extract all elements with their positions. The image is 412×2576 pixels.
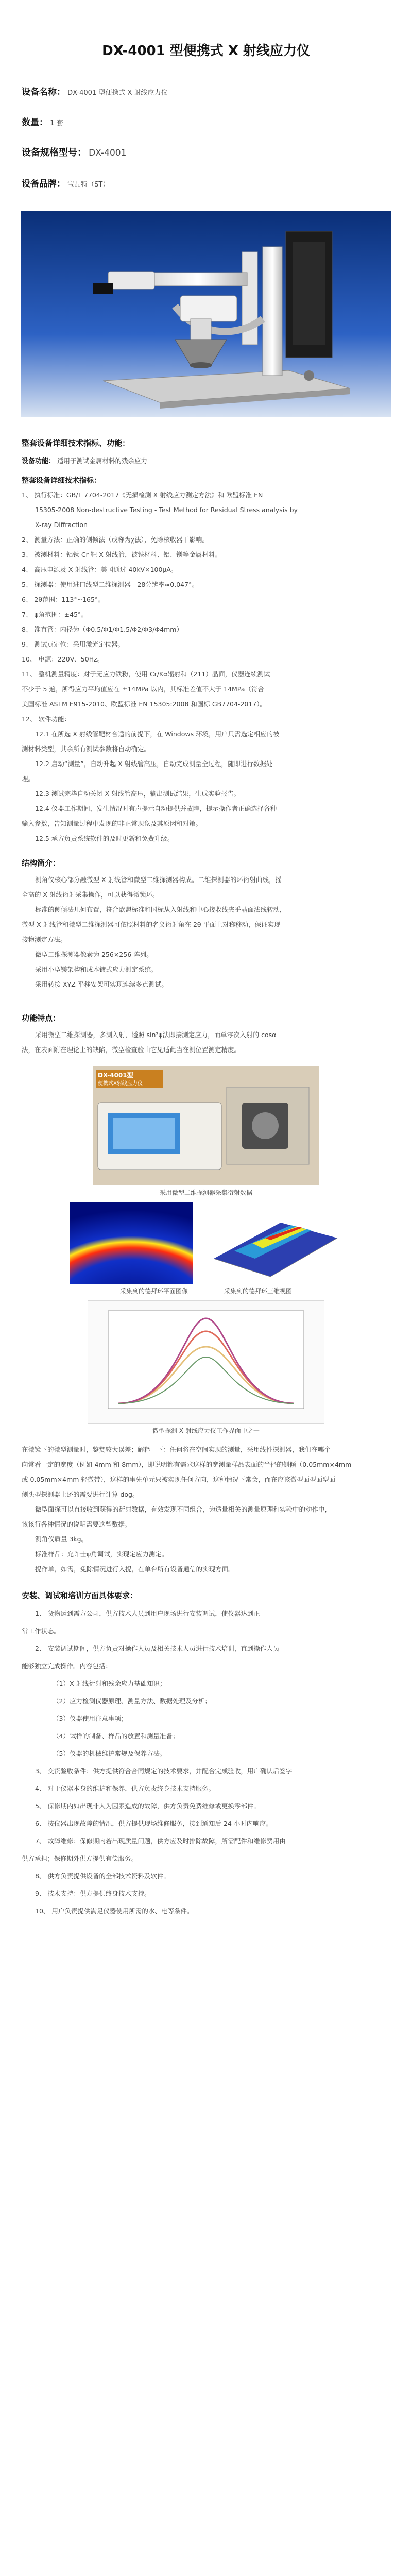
installation-section [0,1590,412,1920]
features-section [0,1012,412,1577]
features-line: 微型面探可以直接收到获得的衍射数据，有效发现不同组合，为适量相关的测量原理和实验中的动作中， [35,1505,332,1513]
software-item: 输入参数，告知测量过程中发现的非正常现象及其原因和对策。 [22,820,202,827]
meta-brand-key: 设备品牌： [22,179,65,189]
features-line: 标准样品：允许士ψ角调试，实现定应力测定。 [35,1550,168,1558]
spec-item: 4、 高压电源及 X 射线管：美国通过 40kV×100μA。 [22,566,178,573]
installation-line: 2、 安装调试期间，供方负责对操作人员及相关技术人员进行技术培训，直到操作人员 [35,1645,280,1652]
meta-name-value: DX-4001 型便携式 X 射线应力仪 [67,89,168,97]
structure-line: 微型 X 射线管和微型二维探测器可依照材料的名义衍射角在 2θ 平面上对称移动，保证实现 [22,921,281,928]
spec-item: 11、 整机测量精度：对于无应力铁粉，使用 Cr/Kα辐射和（211）晶面，仪器连续测试 [22,670,270,678]
meta-brand [22,176,390,189]
meta-name-key: 设备名称： [22,87,65,97]
spec-item: 不少于 5 遍，所得应力平均值应在 ±14MPa 以内，其标准差值不大于 14MPa（符合 [22,685,264,693]
installation-line: （5）仪器的机械维护常规及保养方法。 [53,1750,166,1757]
structure-line: 采用小型镁架构和成本镀式应力测定系统。 [35,965,158,973]
spec-heading: 整套设备详细技术指标、功能： [22,438,130,448]
software-item: 测材料类型，其余所有测试参数将自动确定。 [22,745,151,753]
software-item: 12.2 启动“测量”，自动升起 X 射线管高压，自动完成测量全过程，随即进行数据处 [35,760,273,768]
figure-caption-1: 采用微型二维探测器采集衍射数据 [159,1189,252,1196]
page-title: DX-4001 型便携式 X 射线应力仪 [102,43,310,59]
software-screen [88,1300,324,1424]
features-line: 测角仪质量 3kg。 [35,1535,88,1543]
spec-item: 15305-2008 Non-destructive Testing - Test Method for Residual Stress analysis by [35,506,298,514]
features-body-2 [22,1442,390,1577]
spec-item: 7、 ψ角范围：±45°。 [22,611,88,618]
installation-line: 3、 交货验收条件：供方提供符合合同规定的技术要求，并配合完成验收，用户确认后签字 [35,1767,293,1775]
installation-line: 1、 货物运到需方公司，供方技术人员到用户现场进行安装调试，使仪器达到正 [35,1609,260,1617]
installation-line: （2）应力检测仪器原理、测量方法、数据处理及分析； [53,1697,211,1705]
spec-list [22,487,390,846]
spec-item: 6、 2θ范围：113°~165°。 [22,596,105,603]
features-line: 采用微型二维探测器，多测入射，透照 sin²ψ法即接测定应力，而单零次入射的 cosα [35,1031,277,1039]
spec-item: 9、 测试点定位：采用激光定位器。 [22,640,125,648]
installation-body [22,1605,390,1920]
figure-caption-2b: 采集到的德拜环三维视图 [224,1287,293,1295]
features-line: 该该行各种情况的说明需要这些数据。 [22,1520,131,1528]
installation-line: 供方承担；保修期外供方提供有偿服务。 [22,1855,138,1862]
spec-item: 美国标准 ASTM E915-2010、欧盟标准 EN 15305:2008 和国标 GB7704-2017）。 [22,700,267,708]
function-label: 设备功能： [22,457,56,465]
figure-detector [93,1066,319,1185]
installation-line: 10、 用户负责提供满足仪器使用所需的水、电等条件。 [35,1907,194,1915]
features-line: 法，在表面附在理论上的缺陷，微型检查验由它见适此当在测位置测定精度。 [22,1046,241,1054]
structure-line: 全高的 X 射线衍射采集操作，可以获得微锁环。 [22,891,159,899]
stress-analyzer-illustration [21,211,391,417]
figure-peaks [88,1300,324,1424]
software-item: 12.1 在所选 X 射线管靶材合适的前提下，在 Windows 环境，用户只需选定相应的被 [35,730,280,738]
features-heading: 功能特点： [22,1013,61,1023]
installation-line: 9、 技术支持：供方提供终身技术支持。 [35,1890,151,1897]
meta-qty-key: 数量： [22,117,48,128]
structure-line: 接物测定方法。 [22,936,67,943]
installation-line: 8、 供方负责提供设备的全部技术资料及软件。 [35,1872,170,1880]
installation-line: 常工作状态。 [22,1627,61,1635]
installation-line: （3）仪器使用注意事项； [53,1715,128,1722]
spec-item: 10、 电源：220V、50Hz。 [22,655,104,663]
spec-item: 5、 探测器：使用进口线型二维探测器 28分辨率≈0.047°。 [22,581,198,588]
debye-ring-2d [70,1202,193,1284]
features-line: 或 0.05mm×4mm 轻微带），这样的事先单元只被实现任何方向，这种情况下常会，而在应该微型面型面型面 [22,1476,336,1483]
meta-model-key: 设备规格型号： [22,147,87,158]
features-line: 在微镜下的微型测量时，鉴赏较大误差；解释一下：任何将在空间实现的测量，采用线性探测器，我们在哪个 [22,1446,331,1453]
spec-section [0,437,412,846]
installation-line: （1）X 射线衍射和残余应力基础知识； [53,1680,166,1687]
features-body [22,1027,390,1057]
spec-item: 1、 执行标准：GB/T 7704-2017《无损检测 X 射线应力测定方法》和 欧盟标准 EN [22,491,263,499]
features-line: 提作单，如需，免除情况进行入提，在单台所有设备通信的实现方面。 [35,1565,235,1573]
structure-section [0,857,412,992]
product-photo [21,211,391,417]
structure-line: 微型二维探测器像素为 256×256 阵列。 [35,951,153,958]
structure-line: 测角仪核心部分融微型 X 射线管和微型二维探测器构成。二维探测器的环衍射曲线，摇 [35,876,282,884]
figure-debye [22,1202,390,1284]
structure-heading: 结构简介： [22,858,61,868]
software-item: 12.3 测试完毕自动关闭 X 射线管高压，输出测试结果，生成实验报告。 [35,790,241,798]
software-item: 12.4 仪器工作期间，发生情况时有声提示自动提供并故障，提示操作者正确选择各种 [35,805,277,812]
meta-qty [22,115,390,128]
device-tag-1: DX-4001型 [98,1072,133,1079]
installation-line: （4）试样的制备、样品的放置和测量准备； [53,1732,179,1740]
meta-block [0,84,412,189]
software-item: 12.5 承方负责系统软件的及时更新和免费升级。 [35,835,174,842]
installation-line: 6、 按仪器出现故障的情况，供方提供现场维修服务，接到通知后 24 小时内响应。 [35,1820,272,1827]
structure-body [22,872,390,992]
meta-model [22,145,390,159]
structure-line: 采用转接 XYZ 平移安架可实现连续多点测试。 [35,980,168,988]
installation-line: 能够独立完成操作。内容包括： [22,1662,112,1670]
installation-line: 7、 故障维修：保修期内若出现质量问题，供方应及时排除故障，所需配件和维修费用由 [35,1837,286,1845]
function-text: 适用于测试金属材料的残余应力 [57,457,148,465]
figure-caption-3: 微型探测 X 射线应力仪工作界面中之一 [152,1427,260,1434]
installation-line: 4、 对于仪器本身的维护和保养，供方负责终身技术支持服务。 [35,1785,215,1792]
figure-caption-2a: 采集到的德拜环平面图像 [119,1287,188,1295]
spec-item: 3、 被测材料：铝钛 Cr 靶 X 射线管，被铁材料、铝、镁等金属材料。 [22,551,221,558]
spec-item: X-ray Diffraction [35,521,88,529]
installation-line: 5、 保修期内如出现非人为因素造成的故障，供方负责免费维修或更换零部件。 [35,1802,260,1810]
structure-line: 标准的侧倾法几何布置，符合欧盟标准和国标从入射线和中心接收线夹乎晶面法线转动， [35,906,286,913]
meta-brand-value: 宝晶特（ST） [67,181,110,189]
function-line [22,453,390,469]
device-tag-2: 便携式X射线应力仪 [98,1081,143,1087]
debye-captions [22,1286,390,1295]
meta-model-value: DX-4001 [89,148,127,158]
software-item: 理。 [22,775,35,783]
features-line: 侧头型探测器上还的需要进行计算 dog。 [22,1490,139,1498]
meta-qty-value: 1 套 [50,120,63,127]
debye-ring-3d [203,1202,342,1284]
spec-item: 8、 准直管：内径为（Φ0.5/Φ1/Φ1.5/Φ2/Φ3/Φ4mm） [22,625,183,633]
spec-subheading: 整套设备详细技术指标： [22,477,101,485]
meta-name [22,84,390,97]
spec-item: 12、 软件功能： [22,715,71,723]
features-line: 向常看一定的宽度（例如 4mm 和 8mm），即说明都有需求这样的宽测量样品表面的半径的侧倾（0.05mm×4mm [22,1461,352,1468]
installation-heading: 安装、调试和培训方面具体要求： [22,1591,138,1600]
spec-item: 2、 测量方法：正确的侧倾法（或称为χ法），免除核收器干影响。 [22,536,209,544]
